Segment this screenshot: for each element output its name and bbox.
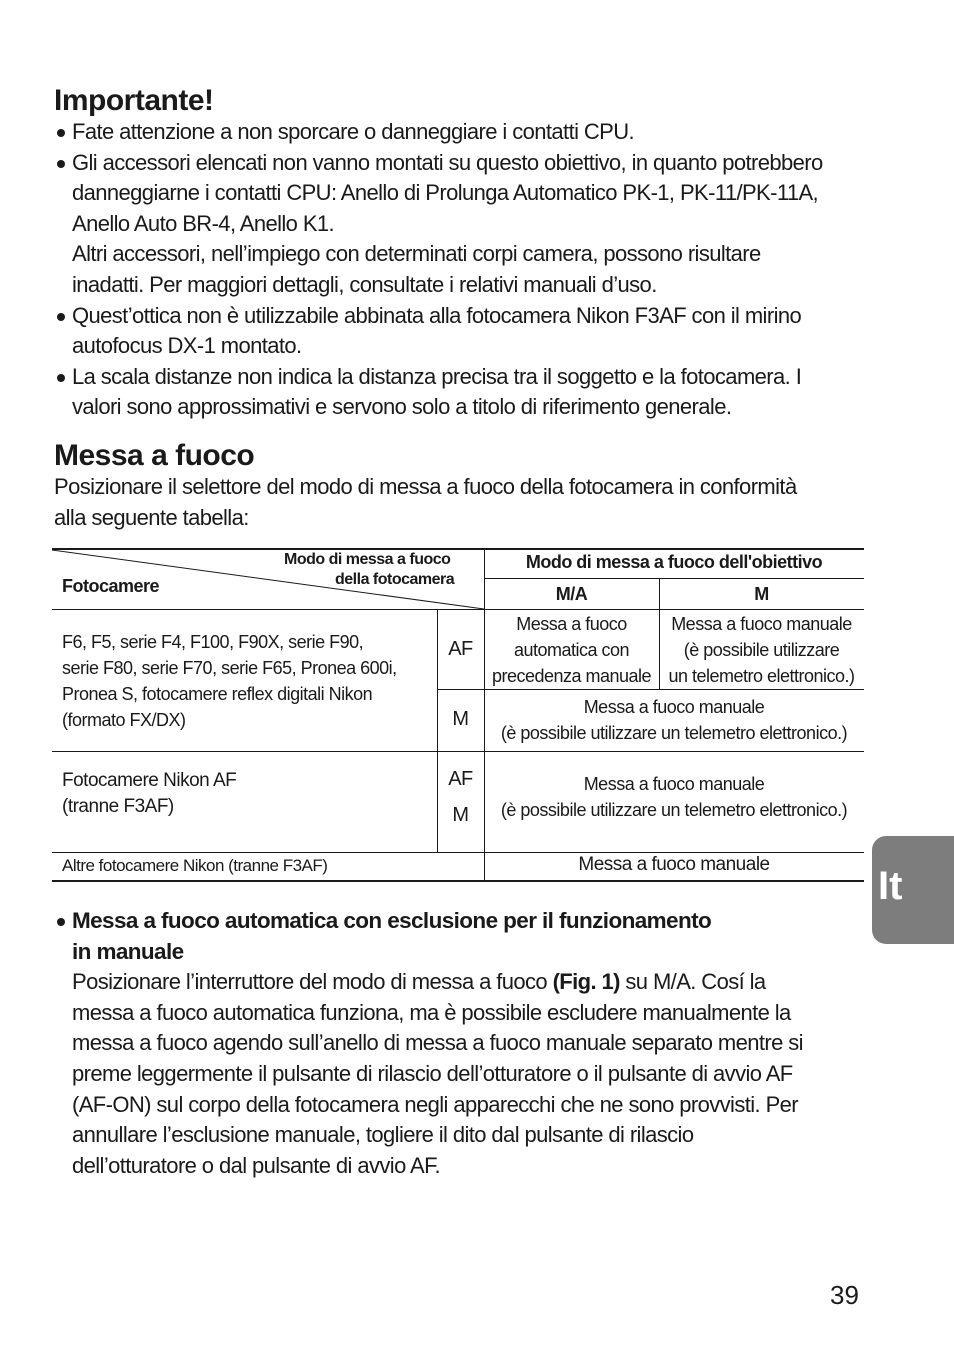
g1-af-ma-value [484,611,659,689]
group2-cameras [62,768,236,820]
text-line: Fate attenzione a non sporcare o danneggiare i contatti CPU. [72,119,635,144]
g3-value: Messa a fuoco manuale [578,854,770,875]
text-line [72,967,874,998]
text-line: Altri accessori, nell’impiego con determinati corpi camera, possono risultare [72,241,761,267]
lens-mode-header: Modo di messa a fuoco dell'obiettivo [525,552,823,572]
text-segment: su M/A. Cosí la [619,969,766,995]
text-line: danneggiarne i contatti CPU: Anello di Prolunga Automatico PK-1, PK-11/PK-11A, [72,180,819,206]
table-rule [484,578,864,579]
fig-reference: (Fig. 1) [552,969,620,995]
text-line: (è possibile utilizzare [683,640,840,660]
table-rule [52,751,864,752]
text-line: alla seguente tabella: [54,504,249,530]
list-item [54,301,874,362]
list-item [54,148,874,301]
table-rule [437,689,864,690]
text-line: (formato FX/DX) [62,710,186,730]
text-line: annullare l’esclusione manuale, togliere il dito dal pulsante di rilascio [72,1122,694,1148]
text-line: Pronea S, fotocamere reflex digitali Nikon [62,684,373,704]
text-line: precedenza manuale [491,666,652,686]
text-line: valori sono approssimativi e servono solo a titolo di riferimento generale. [72,394,732,420]
text-line: serie F80, serie F70, serie F65, Pronea 600i, [62,658,397,678]
text-line: (è possibile utilizzare un telemetro elettronico.) [500,723,848,743]
text-line: Messa a fuoco manuale [671,614,852,634]
language-tab [872,836,954,944]
messa-heading: Messa a fuoco [54,439,255,472]
g1-af-m-value [659,611,864,689]
auto-section [54,906,874,1181]
col-header-m: M [754,584,769,604]
table-rule [52,880,864,882]
text-line: messa a fuoco agendo sull’anello di messa a fuoco manuale separato mentre si [72,1030,803,1056]
importante-heading: Importante! [54,84,214,117]
text-line: Messa a fuoco manuale [583,697,765,717]
auto-heading: in manuale [72,938,184,964]
list-item [54,906,874,967]
auto-body [54,967,874,1181]
camera-mode-af: AF [448,638,473,660]
group3-camera: Altre fotocamere Nikon (tranne F3AF) [62,856,328,875]
text-line: messa a fuoco automatica funziona, ma è possibile escludere manualmente la [72,999,791,1025]
messa-intro [54,472,874,533]
text-segment: Posizionare l’interruttore del modo di messa a fuoco [72,969,553,995]
auto-heading: Messa a fuoco automatica con esclusione per il funzionamento [72,908,712,933]
text-line: Anello Auto BR-4, Anello K1. [72,210,335,236]
corner-label-top-2: della fotocamera [335,571,455,588]
importante-list [54,117,874,423]
g2-value [484,771,864,823]
text-line: autofocus DX-1 montato. [72,333,302,359]
text-line: (è possibile utilizzare un telemetro elettronico.) [500,800,848,820]
text-line: La scala distanze non indica la distanza precisa tra il soggetto e la fotocamera. I [72,363,802,389]
text-line: Messa a fuoco manuale [583,774,765,794]
camera-mode-m: M [452,804,469,826]
corner-label-bottom: Fotocamere [62,576,160,596]
camera-mode-m: M [452,708,469,730]
text-line: F6, F5, serie F4, F100, F90X, serie F90, [62,632,364,652]
list-item [54,117,874,148]
text-line: Fotocamere Nikon AF [62,770,237,791]
language-tab-label: It [878,864,903,908]
list-item [54,362,874,423]
text-line: automatica con [513,640,630,660]
text-line: dell’otturatore o dal pulsante di avvio AF. [72,1152,440,1178]
focus-mode-table [52,548,864,882]
text-line: Messa a fuoco [516,614,627,634]
text-line: un telemetro elettronico.) [668,666,855,686]
text-line: (tranne F3AF) [62,796,174,817]
corner-label-top: Modo di messa a fuoco [284,551,451,568]
text-line: Quest’ottica non è utilizzabile abbinata alla fotocamera Nikon F3AF con il mirino [72,302,802,328]
text-line: inadatti. Per maggiori dettagli, consultate i relativi manuali d’uso. [72,271,657,297]
g1-m-value [484,694,864,746]
col-header-ma: M/A [555,584,588,604]
page-number: 39 [830,1280,859,1310]
text-line: (AF-ON) sul corpo della fotocamera negli apparecchi che ne sono provvisti. Per [72,1091,799,1117]
text-line: Posizionare il selettore del modo di messa a fuoco della fotocamera in conformità [54,474,797,499]
text-line: preme leggermente il pulsante di rilascio dell’otturatore o il pulsante di avvio AF [72,1060,793,1086]
camera-mode-af: AF [448,768,473,790]
text-line: Gli accessori elencati non vanno montati su questo obiettivo, in quanto potrebbero [72,149,823,175]
group1-cameras [62,629,397,733]
